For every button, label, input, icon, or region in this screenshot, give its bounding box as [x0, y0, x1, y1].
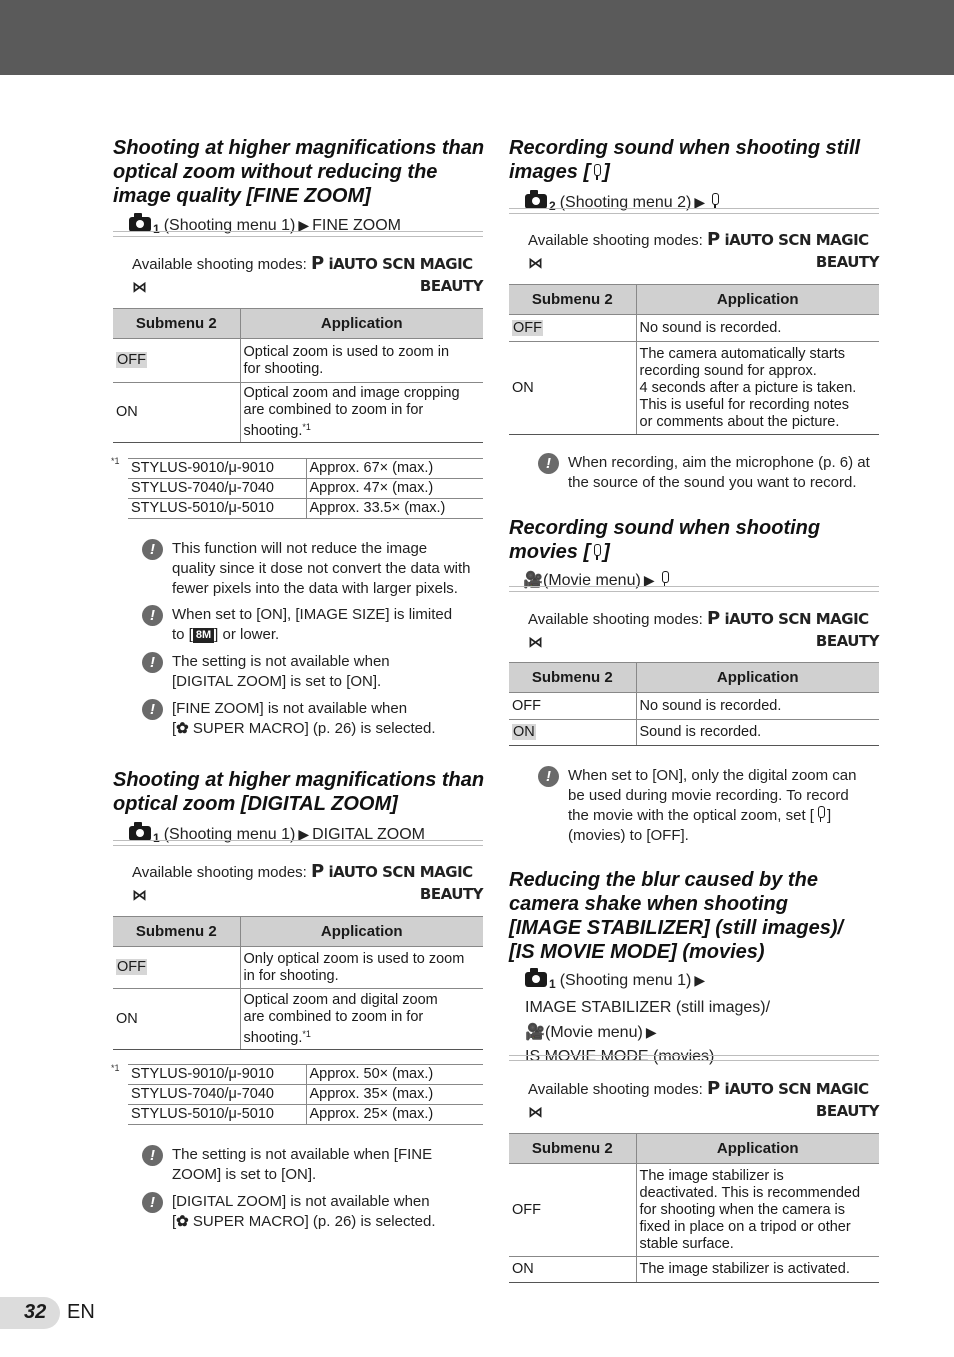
sound-movie-modes: Available shooting modes: P iAUTO SCN MAGIC ⋈ BEAUTY: [528, 608, 879, 651]
microphone-icon: [816, 806, 825, 822]
table-row: ON The image stabilizer is activated.: [509, 1257, 879, 1283]
stabilizer-title: Reducing the blur caused by the camera shake when shooting [IMAGE STABILIZER] (still images)/ [IS MOVIE MODE] (movies): [509, 869, 844, 963]
sound-still-table: [509, 284, 879, 435]
note-item: ! This function will not reduce the image quality since it dose not convert the data with fewer pixels into the data with larger pixels.: [172, 539, 487, 599]
microphone-icon: [592, 544, 601, 560]
table-row: ON The camera automatically starts recording sound for approx. 4 seconds after a picture is taken. This is useful for recording notes or comments about the picture.: [509, 342, 879, 435]
stabilizer-table: [509, 1133, 879, 1283]
microphone-icon: [592, 164, 601, 180]
note-item: ! The setting is not available when [FINE ZOOM] is set to [ON].: [172, 1145, 483, 1185]
arrow-right-icon: ▶: [298, 217, 310, 233]
table-row: ON Optical zoom and digital zoom are combined to zoom in for shooting.$^{*1}$: [113, 989, 483, 1050]
page-number: 32: [24, 1301, 47, 1323]
note-item: ! [DIGITAL ZOOM] is not available when [✿ SUPER MACRO] (p. 26) is selected.: [172, 1192, 483, 1232]
table-row: STYLUS-7040/μ-7040 Approx. 47× (max.): [128, 479, 483, 499]
note-item: ! [FINE ZOOM] is not available when [✿ SUPER MACRO] (p. 26) is selected.: [172, 699, 483, 739]
camera-icon: [129, 217, 151, 232]
table-header: Application: [636, 1134, 879, 1164]
fine-zoom-spec-table: [128, 458, 483, 519]
table-row: STYLUS-9010/μ-9010 Approx. 50× (max.): [128, 1065, 483, 1085]
caution-icon: !: [538, 453, 559, 474]
note-item: ! When recording, aim the microphone (p. 6) at the source of the sound you want to record.: [568, 453, 883, 493]
fine-zoom-modes: Available shooting modes: P iAUTO SCN MAGIC ⋈ BEAUTY: [132, 253, 483, 296]
table-row: STYLUS-9010/μ-9010 Approx. 67× (max.): [128, 459, 483, 479]
digital-zoom-title: Shooting at higher magnifications than optical zoom [DIGITAL ZOOM]: [113, 769, 485, 815]
caution-icon: !: [538, 766, 559, 787]
sound-movie-title: Recording sound when shooting movies [ ]: [509, 517, 821, 563]
footnote-mark: *1: [111, 1063, 120, 1073]
caution-icon: !: [142, 1145, 163, 1166]
fine-zoom-table: [113, 308, 483, 443]
microphone-icon: [710, 193, 719, 209]
table-row: ON Optical zoom and image cropping are combined to zoom in for shooting.$^{*1}$: [113, 383, 483, 443]
fine-zoom-menu-path: 1 (Shooting menu 1) ▶ FINE ZOOM: [129, 214, 401, 241]
arrow-right-icon: ▶: [694, 972, 706, 988]
table-header: Application: [240, 309, 483, 339]
table-header: Submenu 2: [113, 917, 240, 947]
note-item: ! The setting is not available when [DIGITAL ZOOM] is set to [ON].: [172, 652, 483, 692]
divider: [113, 840, 483, 846]
header-bar: [0, 0, 954, 75]
table-row: STYLUS-5010/μ-5010 Approx. 25× (max.): [128, 1105, 483, 1125]
movie-icon: 🎥: [525, 1024, 545, 1041]
note-item: ! When set to [ON], [IMAGE SIZE] is limited to [ 8M ] or lower.: [172, 605, 483, 645]
table-header: Submenu 2: [509, 285, 636, 315]
table-row: OFF The image stabilizer is deactivated. This is recommended for shooting when the camera is fixed in place on a tripod or other stable surface.: [509, 1164, 879, 1257]
caution-icon: !: [142, 1192, 163, 1213]
arrow-right-icon: ▶: [643, 572, 655, 588]
sound-movie-menu-path: 🎥(Movie menu) ▶: [523, 569, 671, 592]
table-row: STYLUS-5010/μ-5010 Approx. 33.5× (max.): [128, 499, 483, 519]
caution-icon: !: [142, 652, 163, 673]
sound-still-modes: Available shooting modes: P iAUTO SCN MAGIC ⋈ BEAUTY: [528, 229, 879, 272]
image-size-icon: 8M: [193, 628, 214, 643]
footnote-mark: *1: [111, 456, 120, 466]
stabilizer-menu-path: 1 (Shooting menu 1) ▶ IMAGE STABILIZER (still images)/ 🎥(Movie menu) ▶ IS MOVIE MODE (movies): [525, 968, 770, 1069]
table-row: ON Sound is recorded.: [509, 720, 879, 746]
microphone-icon: [660, 571, 669, 587]
camera-icon: [525, 194, 547, 209]
arrow-right-icon: ▶: [645, 1024, 657, 1040]
language-label: EN: [67, 1301, 95, 1323]
movie-icon: 🎥: [523, 572, 543, 589]
table-row: OFF Only optical zoom is used to zoom in for shooting.: [113, 947, 483, 989]
table-row: STYLUS-7040/μ-7040 Approx. 35× (max.): [128, 1085, 483, 1105]
camera-icon: [525, 972, 547, 987]
table-header: Submenu 2: [509, 1134, 636, 1164]
divider: [509, 1055, 879, 1061]
fine-zoom-title: Shooting at higher magnifications than optical zoom without reducing the image quality [FINE ZOOM]: [113, 137, 485, 207]
arrow-right-icon: ▶: [694, 194, 706, 210]
table-header: Application: [240, 917, 483, 947]
divider: [509, 208, 879, 214]
sound-still-menu-path: 2 (Shooting menu 2) ▶: [525, 191, 721, 218]
super-macro-icon: ✿: [176, 1213, 189, 1230]
sound-still-title: Recording sound when shooting still images [ ]: [509, 137, 861, 183]
digital-zoom-table: [113, 916, 483, 1050]
table-header: Application: [636, 285, 879, 315]
table-row: OFF No sound is recorded.: [509, 315, 879, 342]
divider: [509, 586, 879, 592]
caution-icon: !: [142, 699, 163, 720]
note-item: ! When set to [ON], only the digital zoom can be used during movie recording. To record the movie with the optical zoom, set [ ] (movies) to [OFF].: [568, 766, 883, 846]
caution-icon: !: [142, 539, 163, 560]
digital-zoom-menu-path: 1 (Shooting menu 1) ▶ DIGITAL ZOOM: [129, 823, 425, 850]
table-header: Submenu 2: [113, 309, 240, 339]
divider: [113, 231, 483, 237]
super-macro-icon: ✿: [176, 720, 189, 737]
table-row: OFF No sound is recorded.: [509, 693, 879, 720]
digital-zoom-modes: Available shooting modes: P iAUTO SCN MAGIC ⋈ BEAUTY: [132, 861, 483, 904]
caution-icon: !: [142, 605, 163, 626]
arrow-right-icon: ▶: [298, 826, 310, 842]
camera-icon: [129, 826, 151, 841]
stabilizer-modes: Available shooting modes: P iAUTO SCN MAGIC ⋈ BEAUTY: [528, 1078, 879, 1121]
table-header: Submenu 2: [509, 663, 636, 693]
digital-zoom-spec-table: [128, 1064, 483, 1125]
table-row: OFF Optical zoom is used to zoom in for shooting.: [113, 339, 483, 383]
table-header: Application: [636, 663, 879, 693]
sound-movie-table: [509, 662, 879, 746]
